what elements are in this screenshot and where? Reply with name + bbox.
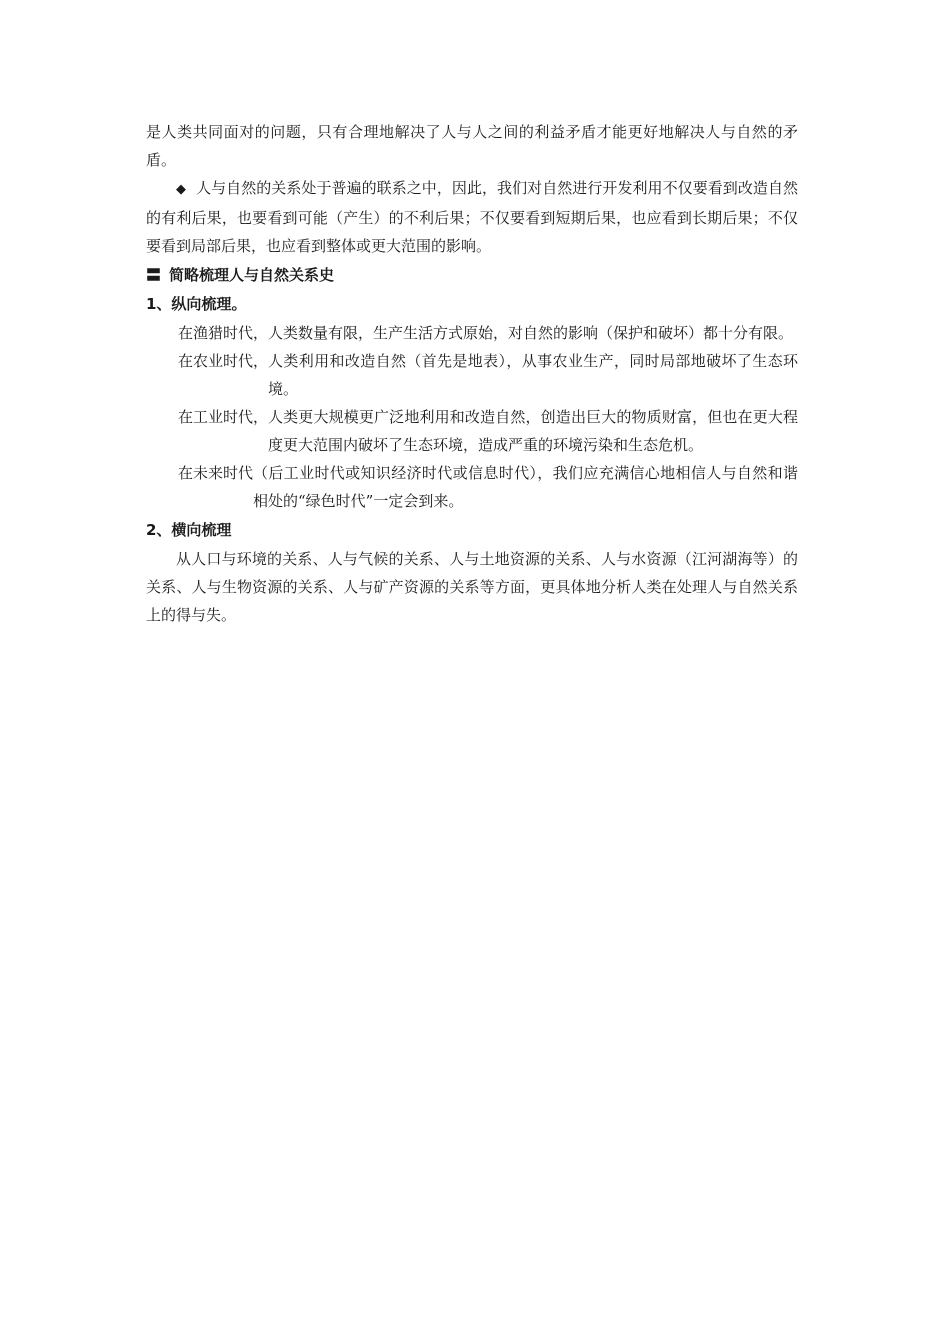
- era-paragraph-industry: [146, 403, 798, 459]
- era-label: 在未来时代: [178, 464, 254, 482]
- era-label: 在渔猎时代，: [178, 324, 269, 342]
- section-heading: [146, 261, 798, 289]
- era-text: 人类更大规模更广泛地利用和改造自然，创造出巨大的物质财富，但也在更大程度更大范围内破坏了生态环境，造成严重的环境污染和生态危机。: [268, 408, 798, 454]
- era-paragraph-future: [146, 459, 798, 515]
- horizontal-paragraph: 从人口与环境的关系、人与气候的关系、人与土地资源的关系、人与水资源（江河湖海等）的关系、人与生物资源的关系、人与矿产资源的关系等方面，更具体地分析人类在处理人与自然关系上的得与失。: [146, 550, 798, 624]
- horizontal-heading: 2、横向梳理: [146, 521, 232, 539]
- era-paragraph-hunting: [146, 319, 798, 347]
- document-page: [146, 118, 798, 629]
- era-paragraph-agriculture: [146, 347, 798, 403]
- double-bar-icon: 〓: [146, 266, 162, 284]
- era-text: 人类利用和改造自然（首先是地表），从事农业生产，同时局部地破坏了生态环境。: [268, 352, 798, 398]
- bullet-paragraph: [146, 174, 798, 260]
- vertical-heading: 1、纵向梳理。: [146, 295, 247, 313]
- era-label: 在农业时代，: [178, 352, 269, 370]
- era-label: 在工业时代，: [178, 408, 269, 426]
- bullet-paragraph-text: 人与自然的关系处于普遍的联系之中，因此，我们对自然进行开发利用不仅要看到改造自然的有利后果，也要看到可能（产生）的不利后果；不仅要看到短期后果，也应看到长期后果；不仅要看到局部后果，也应看到整体或更大范围的影响。: [146, 179, 799, 255]
- continued-paragraph: 是人类共同面对的问题，只有合理地解决了人与人之间的利益矛盾才能更好地解决人与自然的矛盾。: [146, 123, 798, 169]
- section-title: 简略梳理人与自然关系史: [169, 266, 335, 284]
- era-text: 人类数量有限，生产生活方式原始，对自然的影响（保护和破坏）都十分有限。: [268, 324, 794, 342]
- era-text: （后工业时代或知识经济时代或信息时代），我们应充满信心地相信人与自然和谐相处的“绿色时代”一定会到来。: [253, 464, 798, 510]
- diamond-bullet-icon: ◆: [176, 182, 187, 197]
